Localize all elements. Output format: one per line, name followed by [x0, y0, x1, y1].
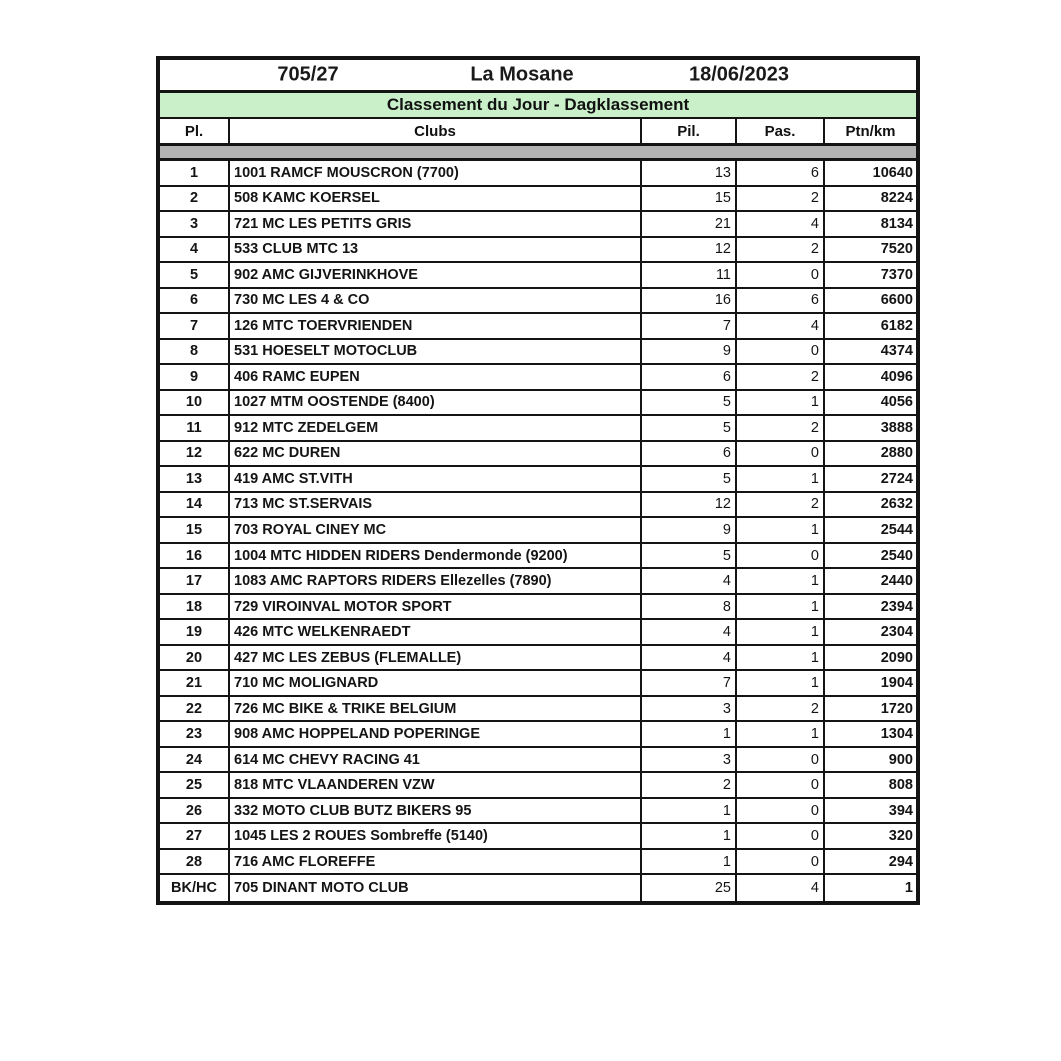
place-cell: 22	[160, 697, 230, 721]
place-cell: 9	[160, 365, 230, 389]
points-cell: 320	[888, 828, 913, 845]
table-row	[160, 391, 916, 417]
pilots-cell: 9	[642, 518, 737, 542]
club-cell: 533 CLUB MTC 13	[230, 238, 642, 262]
table-row	[160, 518, 916, 544]
table-row	[160, 748, 916, 774]
place-cell: 23	[160, 722, 230, 746]
passengers-cell: 2	[737, 416, 825, 440]
table-row	[160, 365, 916, 391]
passengers-cell: 1	[737, 467, 825, 491]
pilots-cell: 1	[642, 722, 737, 746]
club-cell: 729 VIROINVAL MOTOR SPORT	[230, 595, 642, 619]
passengers-cell: 6	[737, 289, 825, 313]
points-cell: 2544	[880, 521, 913, 538]
pilots-cell: 4	[642, 646, 737, 670]
pilots-cell: 5	[642, 544, 737, 568]
place-cell: 3	[160, 212, 230, 236]
passengers-cell: 0	[737, 824, 825, 848]
table-row	[160, 314, 916, 340]
pilots-cell: 2	[642, 773, 737, 797]
place-cell: 6	[160, 289, 230, 313]
table-row	[160, 238, 916, 264]
table-row	[160, 595, 916, 621]
club-cell: 406 RAMC EUPEN	[230, 365, 642, 389]
points-cell: 1720	[880, 700, 913, 717]
passengers-cell: 1	[737, 391, 825, 415]
column-header-clubs: Clubs	[230, 119, 642, 143]
club-cell: 716 AMC FLOREFFE	[230, 850, 642, 874]
place-cell: 10	[160, 391, 230, 415]
pilots-cell: 6	[642, 442, 737, 466]
place-cell: 16	[160, 544, 230, 568]
place-cell: 24	[160, 748, 230, 772]
pilots-cell: 9	[642, 340, 737, 364]
pilots-cell: 3	[642, 748, 737, 772]
club-cell: 126 MTC TOERVRIENDEN	[230, 314, 642, 338]
club-cell: 1045 LES 2 ROUES Sombreffe (5140)	[230, 824, 642, 848]
passengers-cell: 6	[737, 161, 825, 185]
pilots-cell: 13	[642, 161, 737, 185]
place-cell: 1	[160, 161, 230, 185]
passengers-cell: 0	[737, 748, 825, 772]
pilots-cell: 8	[642, 595, 737, 619]
passengers-cell: 0	[737, 263, 825, 287]
passengers-cell: 4	[737, 875, 825, 901]
points-cell: 808	[888, 777, 913, 794]
place-cell: 18	[160, 595, 230, 619]
column-header-points: Ptn/km	[845, 122, 896, 140]
club-cell: 508 KAMC KOERSEL	[230, 187, 642, 211]
table-row	[160, 671, 916, 697]
table-row	[160, 442, 916, 468]
pilots-cell: 1	[642, 850, 737, 874]
table-row	[160, 467, 916, 493]
title-row	[160, 60, 916, 93]
place-cell: 27	[160, 824, 230, 848]
table-row	[160, 646, 916, 672]
club-cell: 908 AMC HOPPELAND POPERINGE	[230, 722, 642, 746]
points-cell: 4374	[880, 343, 913, 360]
pilots-cell: 7	[642, 314, 737, 338]
points-cell: 8134	[880, 215, 913, 232]
club-cell: 726 MC BIKE & TRIKE BELGIUM	[230, 697, 642, 721]
points-cell: 2540	[880, 547, 913, 564]
pilots-cell: 25	[642, 875, 737, 901]
pilots-cell: 4	[642, 620, 737, 644]
table-row	[160, 187, 916, 213]
points-cell: 2440	[880, 573, 913, 590]
place-cell: BK/HC	[160, 875, 230, 901]
pilots-cell: 21	[642, 212, 737, 236]
pilots-cell: 11	[642, 263, 737, 287]
table-row	[160, 850, 916, 876]
column-header-place: Pl.	[160, 119, 230, 143]
pilots-cell: 7	[642, 671, 737, 695]
club-cell: 427 MC LES ZEBUS (FLEMALLE)	[230, 646, 642, 670]
club-cell: 426 MTC WELKENRAEDT	[230, 620, 642, 644]
place-cell: 15	[160, 518, 230, 542]
points-cell: 1304	[880, 726, 913, 743]
table-row	[160, 161, 916, 187]
separator-bar	[160, 146, 916, 161]
club-cell: 912 MTC ZEDELGEM	[230, 416, 642, 440]
passengers-cell: 2	[737, 187, 825, 211]
club-cell: 1004 MTC HIDDEN RIDERS Dendermonde (9200)	[230, 544, 642, 568]
pilots-cell: 15	[642, 187, 737, 211]
place-cell: 17	[160, 569, 230, 593]
passengers-cell: 4	[737, 314, 825, 338]
table-row	[160, 773, 916, 799]
points-cell: 8224	[880, 190, 913, 207]
column-header-pilots: Pil.	[642, 119, 737, 143]
points-cell: 2724	[880, 470, 913, 487]
points-cell: 1	[904, 880, 913, 897]
club-cell: 730 MC LES 4 & CO	[230, 289, 642, 313]
table-body	[160, 161, 916, 901]
points-cell: 7370	[880, 266, 913, 283]
classification-table	[156, 56, 920, 905]
club-cell: 1001 RAMCF MOUSCRON (7700)	[230, 161, 642, 185]
table-row	[160, 416, 916, 442]
club-cell: 1027 MTM OOSTENDE (8400)	[230, 391, 642, 415]
table-row	[160, 544, 916, 570]
pilots-cell: 6	[642, 365, 737, 389]
passengers-cell: 1	[737, 646, 825, 670]
passengers-cell: 1	[737, 595, 825, 619]
club-cell: 332 MOTO CLUB BUTZ BIKERS 95	[230, 799, 642, 823]
classification-banner	[160, 93, 916, 119]
club-cell: 614 MC CHEVY RACING 41	[230, 748, 642, 772]
passengers-cell: 2	[737, 493, 825, 517]
pilots-cell: 1	[642, 799, 737, 823]
place-cell: 14	[160, 493, 230, 517]
place-cell: 26	[160, 799, 230, 823]
passengers-cell: 2	[737, 697, 825, 721]
table-row	[160, 212, 916, 238]
place-cell: 20	[160, 646, 230, 670]
event-name: La Mosane	[470, 63, 574, 86]
place-cell: 8	[160, 340, 230, 364]
club-cell: 902 AMC GIJVERINKHOVE	[230, 263, 642, 287]
place-cell: 13	[160, 467, 230, 491]
table-row	[160, 697, 916, 723]
table-row	[160, 340, 916, 366]
points-cell: 1904	[880, 675, 913, 692]
event-date: 18/06/2023	[688, 63, 790, 86]
passengers-cell: 1	[737, 569, 825, 593]
points-cell: 294	[888, 853, 913, 870]
points-cell: 10640	[872, 164, 913, 181]
passengers-cell: 0	[737, 340, 825, 364]
passengers-cell: 2	[737, 365, 825, 389]
passengers-cell: 0	[737, 850, 825, 874]
column-header-row	[160, 119, 916, 146]
place-cell: 5	[160, 263, 230, 287]
table-row	[160, 289, 916, 315]
points-cell: 4096	[880, 368, 913, 385]
place-cell: 19	[160, 620, 230, 644]
club-cell: 721 MC LES PETITS GRIS	[230, 212, 642, 236]
passengers-cell: 1	[737, 722, 825, 746]
points-cell: 6600	[880, 292, 913, 309]
table-row	[160, 493, 916, 519]
club-cell: 622 MC DUREN	[230, 442, 642, 466]
club-cell: 710 MC MOLIGNARD	[230, 671, 642, 695]
column-header-passengers: Pas.	[737, 119, 825, 143]
pilots-cell: 5	[642, 416, 737, 440]
table-row	[160, 799, 916, 825]
passengers-cell: 1	[737, 518, 825, 542]
passengers-cell: 0	[737, 799, 825, 823]
points-cell: 3888	[880, 419, 913, 436]
pilots-cell: 1	[642, 824, 737, 848]
points-cell: 2304	[880, 624, 913, 641]
points-cell: 7520	[880, 241, 913, 258]
place-cell: 12	[160, 442, 230, 466]
place-cell: 7	[160, 314, 230, 338]
points-cell: 2394	[880, 598, 913, 615]
passengers-cell: 4	[737, 212, 825, 236]
banner-title: Classement du Jour - Dagklassement	[386, 95, 690, 114]
pilots-cell: 16	[642, 289, 737, 313]
club-cell: 703 ROYAL CINEY MC	[230, 518, 642, 542]
points-cell: 4056	[880, 394, 913, 411]
passengers-cell: 1	[737, 671, 825, 695]
points-cell: 2880	[880, 445, 913, 462]
club-cell: 1083 AMC RAPTORS RIDERS Ellezelles (7890)	[230, 569, 642, 593]
pilots-cell: 4	[642, 569, 737, 593]
passengers-cell: 2	[737, 238, 825, 262]
club-cell: 531 HOESELT MOTOCLUB	[230, 340, 642, 364]
place-cell: 25	[160, 773, 230, 797]
place-cell: 28	[160, 850, 230, 874]
place-cell: 2	[160, 187, 230, 211]
place-cell: 21	[160, 671, 230, 695]
passengers-cell: 0	[737, 773, 825, 797]
table-row	[160, 263, 916, 289]
place-cell: 11	[160, 416, 230, 440]
pilots-cell: 12	[642, 238, 737, 262]
points-cell: 900	[888, 751, 913, 768]
pilots-cell: 12	[642, 493, 737, 517]
pilots-cell: 5	[642, 391, 737, 415]
table-row	[160, 875, 916, 901]
club-cell: 419 AMC ST.VITH	[230, 467, 642, 491]
pilots-cell: 3	[642, 697, 737, 721]
passengers-cell: 0	[737, 544, 825, 568]
table-row	[160, 722, 916, 748]
passengers-cell: 0	[737, 442, 825, 466]
table-row	[160, 620, 916, 646]
club-cell: 818 MTC VLAANDEREN VZW	[230, 773, 642, 797]
points-cell: 2632	[880, 496, 913, 513]
table-row	[160, 824, 916, 850]
table-row	[160, 569, 916, 595]
points-cell: 2090	[880, 649, 913, 666]
club-cell: 705 DINANT MOTO CLUB	[230, 875, 642, 901]
points-cell: 6182	[880, 317, 913, 334]
passengers-cell: 1	[737, 620, 825, 644]
club-cell: 713 MC ST.SERVAIS	[230, 493, 642, 517]
points-cell: 394	[888, 802, 913, 819]
place-cell: 4	[160, 238, 230, 262]
event-number: 705/27	[277, 63, 339, 86]
pilots-cell: 5	[642, 467, 737, 491]
